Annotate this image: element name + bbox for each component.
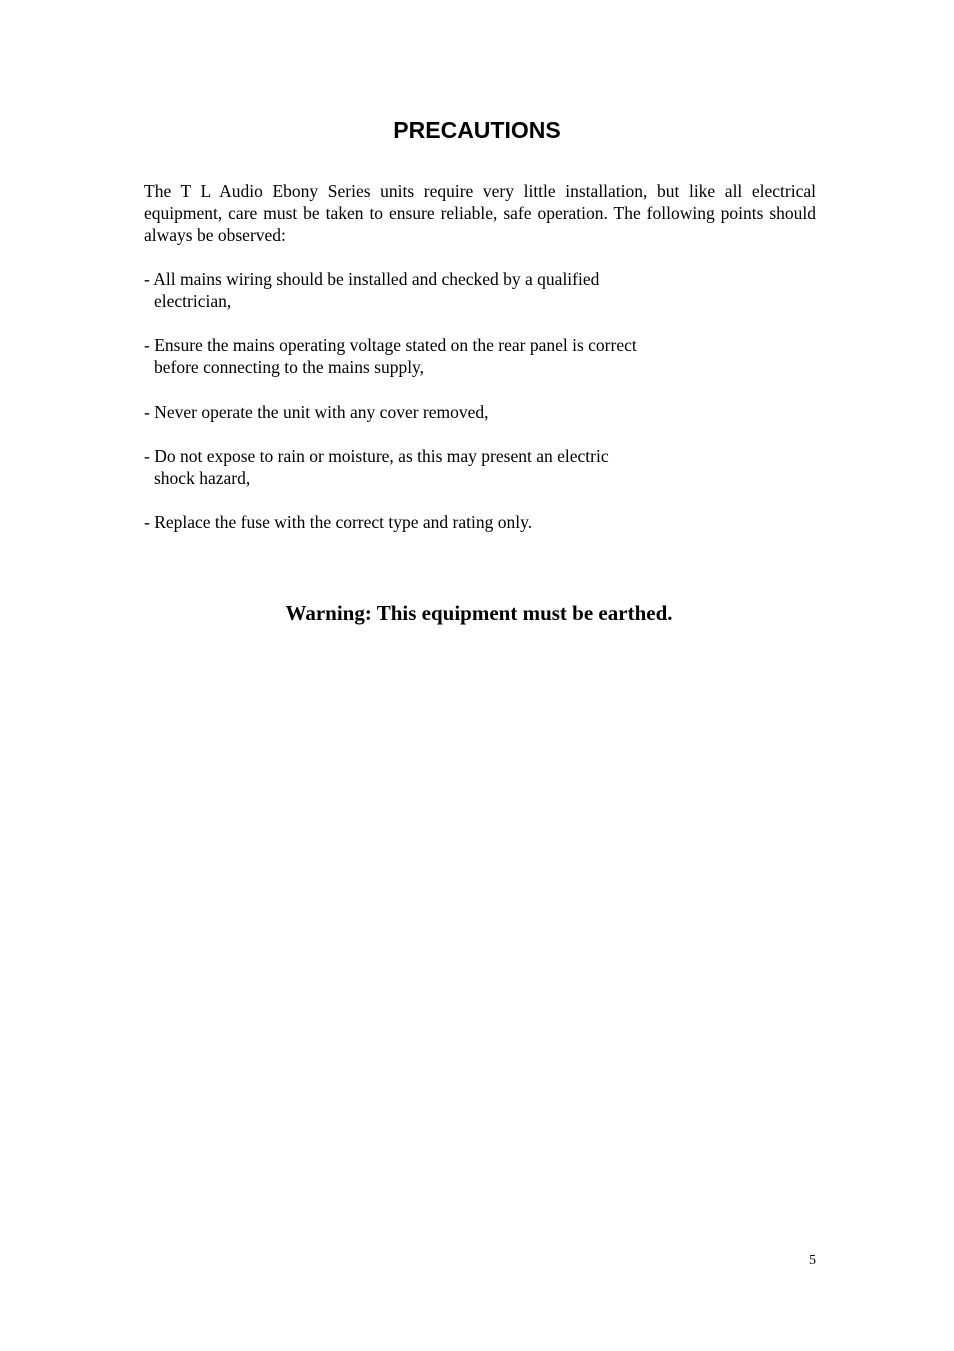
- precaution-item-fuse: [144, 511, 744, 533]
- precaution-line: - All mains wiring should be installed and checked by a qualified: [144, 269, 600, 289]
- precaution-line: - Do not expose to rain or moisture, as this may present an electric: [144, 446, 609, 466]
- precaution-line-continued: before connecting to the mains supply,: [154, 357, 425, 377]
- precaution-line: - Ensure the mains operating voltage stated on the rear panel is correct: [144, 335, 637, 355]
- precaution-item-moisture: [144, 445, 744, 489]
- page-number: 5: [809, 1253, 816, 1268]
- precaution-line-continued: shock hazard,: [154, 468, 251, 488]
- precaution-item-wiring: [144, 268, 744, 312]
- intro-paragraph: The T L Audio Ebony Series units require very little installation, but like all electrical equipment, care must be taken to ensure reliable, safe operation. The following points should always be observed:: [144, 181, 816, 245]
- precaution-line: - Never operate the unit with any cover removed,: [144, 402, 489, 422]
- precaution-line-continued: electrician,: [154, 291, 232, 311]
- earth-warning: Warning: This equipment must be earthed.: [285, 601, 673, 625]
- precaution-item-cover: [144, 401, 744, 423]
- page-title: PRECAUTIONS: [393, 117, 561, 143]
- precaution-line: - Replace the fuse with the correct type and rating only.: [144, 512, 533, 532]
- precaution-item-voltage: [144, 334, 744, 378]
